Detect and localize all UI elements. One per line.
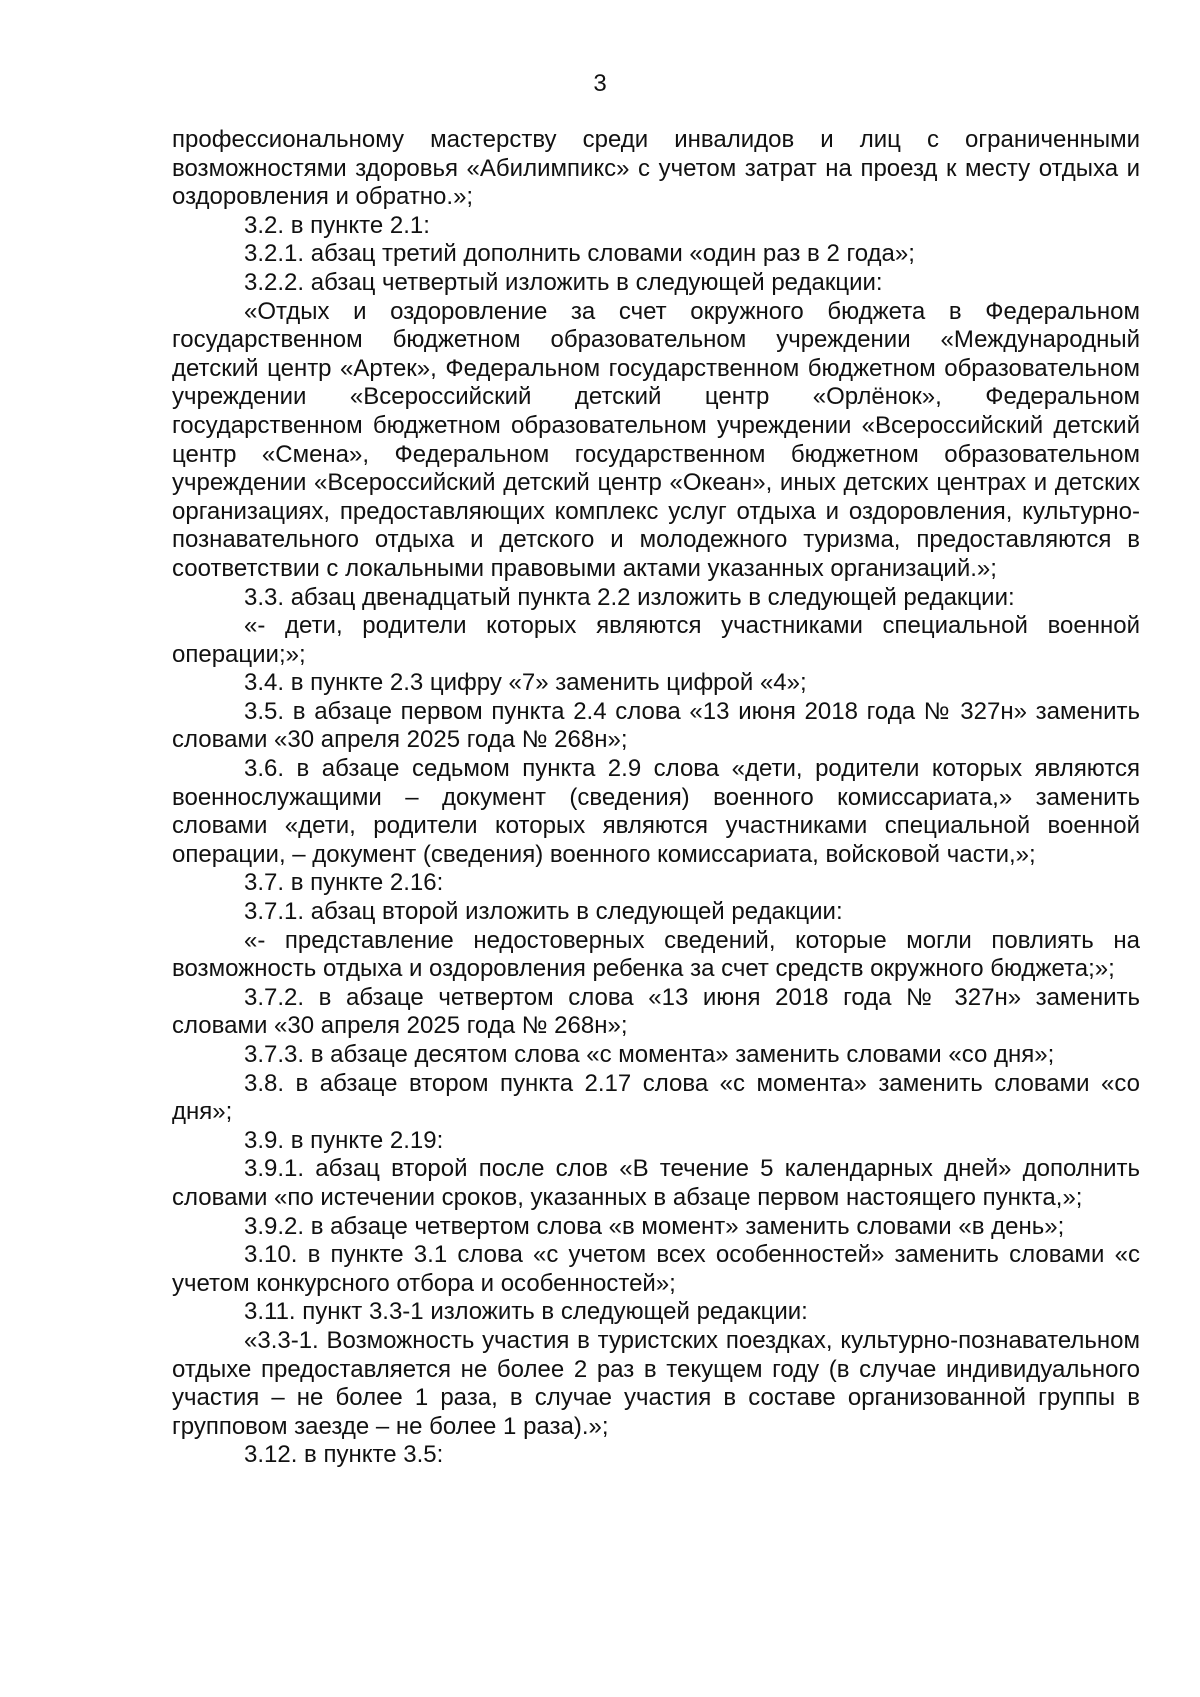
paragraph: 3.8. в абзаце втором пункта 2.17 слова «с момента» заменить словами «со дня»; (172, 1069, 1140, 1126)
paragraph: 3.3. абзац двенадцатый пункта 2.2 изложить в следующей редакции: (244, 583, 1015, 611)
paragraph: 3.7.1. абзац второй изложить в следующей редакции: (244, 898, 843, 926)
paragraph: 3.10. в пункте 3.1 слова «с учетом всех особенностей» заменить словами «с учетом конкурсного отбора и особенностей»; (172, 1241, 1140, 1297)
paragraph: 3.9.2. в абзаце четвертом слова «в момент» заменить словами «в день»; (244, 1212, 1065, 1240)
paragraph: 3.2. в пункте 2.1: (244, 211, 430, 239)
paragraph: «Отдых и оздоровление за счет окружного бюджета в Федеральном государственном бюджетном образовательном учреждении «Международный детский центр «Артек», Федеральном государственном бюджетном образовательном учреждении «Всероссийский детский центр «Орлёнок», Федеральном государственном бюджетном образовательном учреждении «Всероссийский детский центр «Смена», Федеральном государственном бюджетном образовательном учреждении «Всероссийский детский центр «Океан», иных детских центрах и детских организациях, предоставляющих комплекс услуг отдыха и оздоровления, культурно-познавательного отдыха и детского и молодежного туризма, предоставляются в соответствии с локальными правовыми актами указанных организаций.»; (172, 297, 1140, 582)
page-number: 3 (593, 70, 607, 97)
paragraph: «- дети, родители которых являются участниками специальной военной операции;»; (172, 612, 1140, 668)
paragraph: 3.7. в пункте 2.16: (244, 869, 444, 897)
paragraph: 3.7.3. в абзаце десятом слова «с момента» заменить словами «со дня»; (244, 1041, 1055, 1068)
document-body (172, 126, 1140, 1470)
paragraph: 3.5. в абзаце первом пункта 2.4 слова «13 июня 2018 года № 327н» заменить словами «30 апреля 2025 года № 268н»; (172, 697, 1140, 754)
paragraph: 3.7.2. в абзаце четвертом слова «13 июня 2018 года № 327н» заменить словами «30 апреля 2025 года № 268н»; (172, 983, 1140, 1040)
paragraph: 3.9. в пункте 2.19: (244, 1126, 444, 1154)
paragraph: профессиональному мастерству среди инвалидов и лиц с ограниченными возможностями здоровья «Абилимпикс» с учетом затрат на проезд к месту отдыха и оздоровления и обратно.»; (172, 126, 1140, 211)
paragraph: «3.3-1. Возможность участия в туристских поездках, культурно-познавательном отдыхе предоставляется не более 2 раз в текущем году (в случае индивидуального участия – не более 1 раза, в случае участия в составе организованной группы в групповом заезде – не более 1 раза).»; (172, 1326, 1140, 1440)
paragraph: 3.9.1. абзац второй после слов «В течение 5 календарных дней» дополнить словами «по истечении сроков, указанных в абзаце первом настоящего пункта,»; (172, 1155, 1140, 1211)
paragraph: 3.2.1. абзац третий дополнить словами «один раз в 2 года»; (244, 240, 915, 268)
paragraph: 3.11. пункт 3.3-1 изложить в следующей редакции: (244, 1298, 808, 1326)
paragraph: 3.2.2. абзац четвертый изложить в следующей редакции: (244, 268, 883, 296)
paragraph: 3.6. в абзаце седьмом пункта 2.9 слова «дети, родители которых являются военнослужащими – документ (сведения) военного комиссариата,» заменить словами «дети, родители которых являются участниками специальной военной операции, – документ (сведения) военного комиссариата, войсковой части,»; (172, 755, 1140, 868)
paragraph: 3.12. в пункте 3.5: (244, 1441, 444, 1469)
paragraph: «- представление недостоверных сведений, которые могли повлиять на возможность отдыха и оздоровления ребенка за счет средств окружного бюджета;»; (172, 926, 1140, 983)
paragraph: 3.4. в пункте 2.3 цифру «7» заменить цифрой «4»; (244, 669, 807, 697)
